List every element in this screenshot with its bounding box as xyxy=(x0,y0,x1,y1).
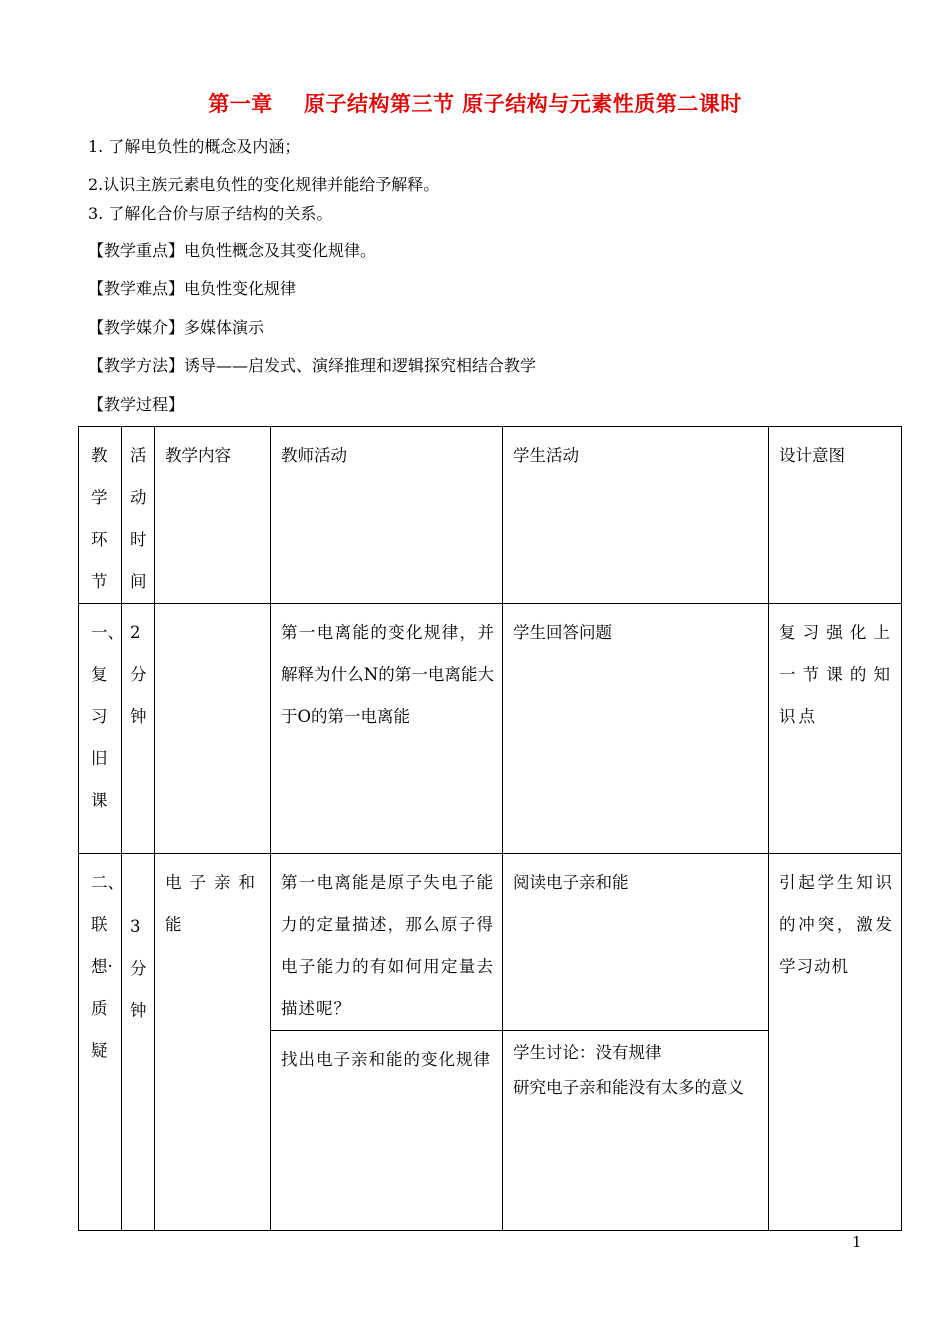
section-difficulties: 【教学难点】电负性变化规律 xyxy=(88,279,297,298)
row2-content: 电子亲和能 xyxy=(155,854,271,1231)
row1-student: 学生回答问题 xyxy=(503,604,769,854)
row2-stage: 二、联想·质疑 xyxy=(79,854,122,1231)
table-row xyxy=(79,854,902,1031)
header-time: 活动时间 xyxy=(122,427,155,604)
row1-teacher: 第一电离能的变化规律，并解释为什么N的第一电离能大于O的第一电离能 xyxy=(271,604,503,854)
section-process: 【教学过程】 xyxy=(88,395,185,414)
row1-stage: 一、复习旧课 xyxy=(79,604,122,854)
header-student: 学生活动 xyxy=(503,427,769,604)
row2-student-2b: 研究电子亲和能没有太多的意义 xyxy=(513,1078,744,1097)
header-stage: 教学环节 xyxy=(79,427,122,604)
row1-content xyxy=(155,604,271,854)
teaching-process-table xyxy=(78,426,902,1231)
row1-intent: 复习强化上一节课的知识点 xyxy=(769,604,902,854)
header-teacher: 教师活动 xyxy=(271,427,503,604)
header-content: 教学内容 xyxy=(155,427,271,604)
row2-intent: 引起学生知识的冲突，激发学习动机 xyxy=(769,854,902,1231)
row1-time: 2分钟 xyxy=(122,604,155,854)
objective-2: 2.认识主族元素电负性的变化规律并能给予解释。 xyxy=(88,175,440,194)
section-method: 【教学方法】诱导——启发式、演绎推理和逻辑探究相结合教学 xyxy=(88,356,537,375)
table-header-row xyxy=(79,427,902,604)
row2-student-2a: 学生讨论：没有规律 xyxy=(513,1043,662,1062)
table-row xyxy=(79,604,902,854)
row2-student-2 xyxy=(503,1031,769,1231)
header-intent: 设计意图 xyxy=(769,427,902,604)
objective-1: 1. 了解电负性的概念及内涵； xyxy=(88,137,301,156)
row2-student-1: 阅读电子亲和能 xyxy=(503,854,769,1031)
objective-3: 3. 了解化合价与原子结构的关系。 xyxy=(88,204,333,223)
row2-time: 3分钟 xyxy=(122,854,155,1231)
section-key-points: 【教学重点】电负性概念及其变化规律。 xyxy=(88,241,377,260)
section-media: 【教学媒介】多媒体演示 xyxy=(88,318,265,337)
document-title: 第一章 原子结构第三节 原子结构与元素性质第二课时 xyxy=(208,92,742,116)
row2-teacher-1: 第一电离能是原子失电子能力的定量描述，那么原子得电子能力的有如何用定量去描述呢？ xyxy=(271,854,503,1031)
row2-teacher-2: 找出电子亲和能的变化规律 xyxy=(271,1031,503,1231)
page-number: 1 xyxy=(852,1233,862,1251)
